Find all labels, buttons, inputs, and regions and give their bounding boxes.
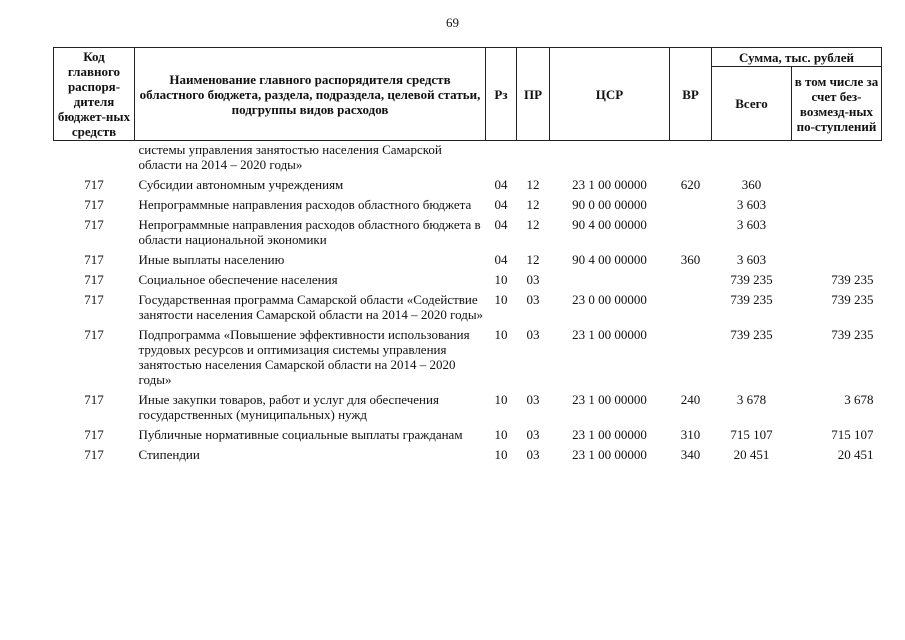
table-row (54, 392, 882, 427)
row-name: Иные выплаты населению (138, 252, 285, 267)
table-row (54, 141, 882, 178)
row-free: 20 451 (837, 447, 874, 462)
row-csr: 23 1 00 00000 (572, 177, 647, 192)
row-pr: 03 (526, 327, 540, 342)
row-vr (670, 292, 712, 327)
header-total: Всего (712, 67, 792, 141)
table-row (54, 217, 882, 252)
row-code: 717 (84, 197, 104, 212)
row-vr: 620 (680, 177, 701, 192)
row-pr: 03 (526, 292, 540, 307)
row-free: 715 107 (831, 427, 874, 442)
row-total: 3 603 (736, 197, 767, 212)
row-csr: 90 0 00 00000 (572, 197, 647, 212)
row-rz: 10 (494, 327, 508, 342)
row-csr: 90 4 00 00000 (572, 217, 647, 232)
table-row (54, 427, 882, 447)
row-pr: 12 (526, 197, 540, 212)
row-code: 717 (84, 292, 104, 307)
row-name: Публичные нормативные социальные выплаты гражданам (138, 427, 463, 442)
row-rz: 04 (494, 252, 508, 267)
budget-table (53, 47, 882, 467)
row-vr: 240 (680, 392, 701, 407)
row-name: Непрограммные направления расходов областного бюджета в области национальной экономики (138, 217, 481, 247)
row-vr: 340 (680, 447, 701, 462)
table-header (54, 48, 882, 141)
row-code: 717 (84, 392, 104, 407)
row-vr: 310 (680, 427, 701, 442)
row-vr (670, 272, 712, 292)
table-row (54, 252, 882, 272)
row-rz: 04 (494, 217, 508, 232)
row-code: 717 (84, 272, 104, 287)
row-free: 3 678 (844, 392, 874, 407)
row-code (54, 141, 135, 178)
row-csr: 23 1 00 00000 (572, 327, 647, 342)
row-name: Субсидии автономным учреждениям (138, 177, 344, 192)
row-pr (517, 141, 550, 178)
row-code: 717 (84, 177, 104, 192)
row-vr (670, 327, 712, 392)
row-csr: 23 0 00 00000 (572, 292, 647, 307)
table-body (54, 141, 882, 468)
row-pr: 03 (526, 447, 540, 462)
row-code: 717 (84, 427, 104, 442)
row-free (792, 217, 882, 252)
header-pr: ПР (517, 48, 550, 141)
row-free: 739 235 (831, 292, 874, 307)
row-csr (550, 141, 670, 178)
header-sum: Сумма, тыс. рублей (712, 48, 882, 67)
table-row (54, 327, 882, 392)
row-name: Государственная программа Самарской области «Содействие занятости населения Самарской области на 2014 – 2020 годы» (138, 292, 484, 322)
row-total: 3 678 (736, 392, 767, 407)
row-vr: 360 (680, 252, 701, 267)
row-total: 739 235 (730, 292, 773, 307)
header-free: в том числе за счет без-возмезд-ных по-ступлений (792, 67, 882, 141)
table-row (54, 292, 882, 327)
row-csr (550, 272, 670, 292)
row-total: 20 451 (733, 447, 770, 462)
page-number: 69 (446, 15, 459, 30)
row-vr (670, 141, 712, 178)
row-code: 717 (84, 252, 104, 267)
row-total: 739 235 (730, 272, 773, 287)
row-free (792, 252, 882, 272)
row-total: 3 603 (736, 217, 767, 232)
header-csr: ЦСР (550, 48, 670, 141)
header-name: Наименование главного распорядителя средств областного бюджета, раздела, подраздела, целевой статьи, подгруппы видов расходов (135, 48, 486, 141)
row-total: 360 (741, 177, 762, 192)
row-rz: 10 (494, 427, 508, 442)
row-code: 717 (84, 217, 104, 232)
row-pr: 03 (526, 272, 540, 287)
row-name: Иные закупки товаров, работ и услуг для обеспечения государственных (муниципальных) нужд (138, 392, 439, 422)
row-total (712, 141, 792, 178)
row-free (792, 141, 882, 178)
row-total: 739 235 (730, 327, 773, 342)
row-rz: 10 (494, 447, 508, 462)
row-name: Социальное обеспечение населения (138, 272, 338, 287)
row-pr: 03 (526, 392, 540, 407)
row-rz: 04 (494, 197, 508, 212)
row-csr: 23 1 00 00000 (572, 447, 647, 462)
row-free: 739 235 (831, 272, 874, 287)
row-rz: 10 (494, 292, 508, 307)
row-rz: 04 (494, 177, 508, 192)
row-free (792, 197, 882, 217)
row-csr: 90 4 00 00000 (572, 252, 647, 267)
row-rz: 10 (494, 392, 508, 407)
row-code: 717 (84, 447, 104, 462)
row-rz (486, 141, 517, 178)
row-code: 717 (84, 327, 104, 342)
row-name: Подпрограмма «Повышение эффективности использования трудовых ресурсов и оптимизация системы управления занятостью населения Самарской области на 2014 – 2020 годы» (138, 327, 470, 387)
row-vr (670, 217, 712, 252)
row-total: 3 603 (736, 252, 767, 267)
header-code: Код главного распоря-дителя бюджет-ных средств (54, 48, 135, 141)
row-rz: 10 (494, 272, 508, 287)
row-pr: 12 (526, 177, 540, 192)
row-total: 715 107 (730, 427, 773, 442)
row-name: системы управления занятостью населения Самарской области на 2014 – 2020 годы» (138, 142, 442, 172)
table-row (54, 177, 882, 197)
row-pr: 03 (526, 427, 540, 442)
row-pr: 12 (526, 217, 540, 232)
table-row (54, 272, 882, 292)
header-vr: ВР (670, 48, 712, 141)
row-free: 739 235 (831, 327, 874, 342)
row-pr: 12 (526, 252, 540, 267)
row-vr (670, 197, 712, 217)
row-free (792, 177, 882, 197)
row-name: Непрограммные направления расходов областного бюджета (138, 197, 472, 212)
table-row (54, 197, 882, 217)
header-rz: Рз (486, 48, 517, 141)
table-row (54, 447, 882, 467)
row-name: Стипендии (138, 447, 200, 462)
row-csr: 23 1 00 00000 (572, 427, 647, 442)
row-csr: 23 1 00 00000 (572, 392, 647, 407)
